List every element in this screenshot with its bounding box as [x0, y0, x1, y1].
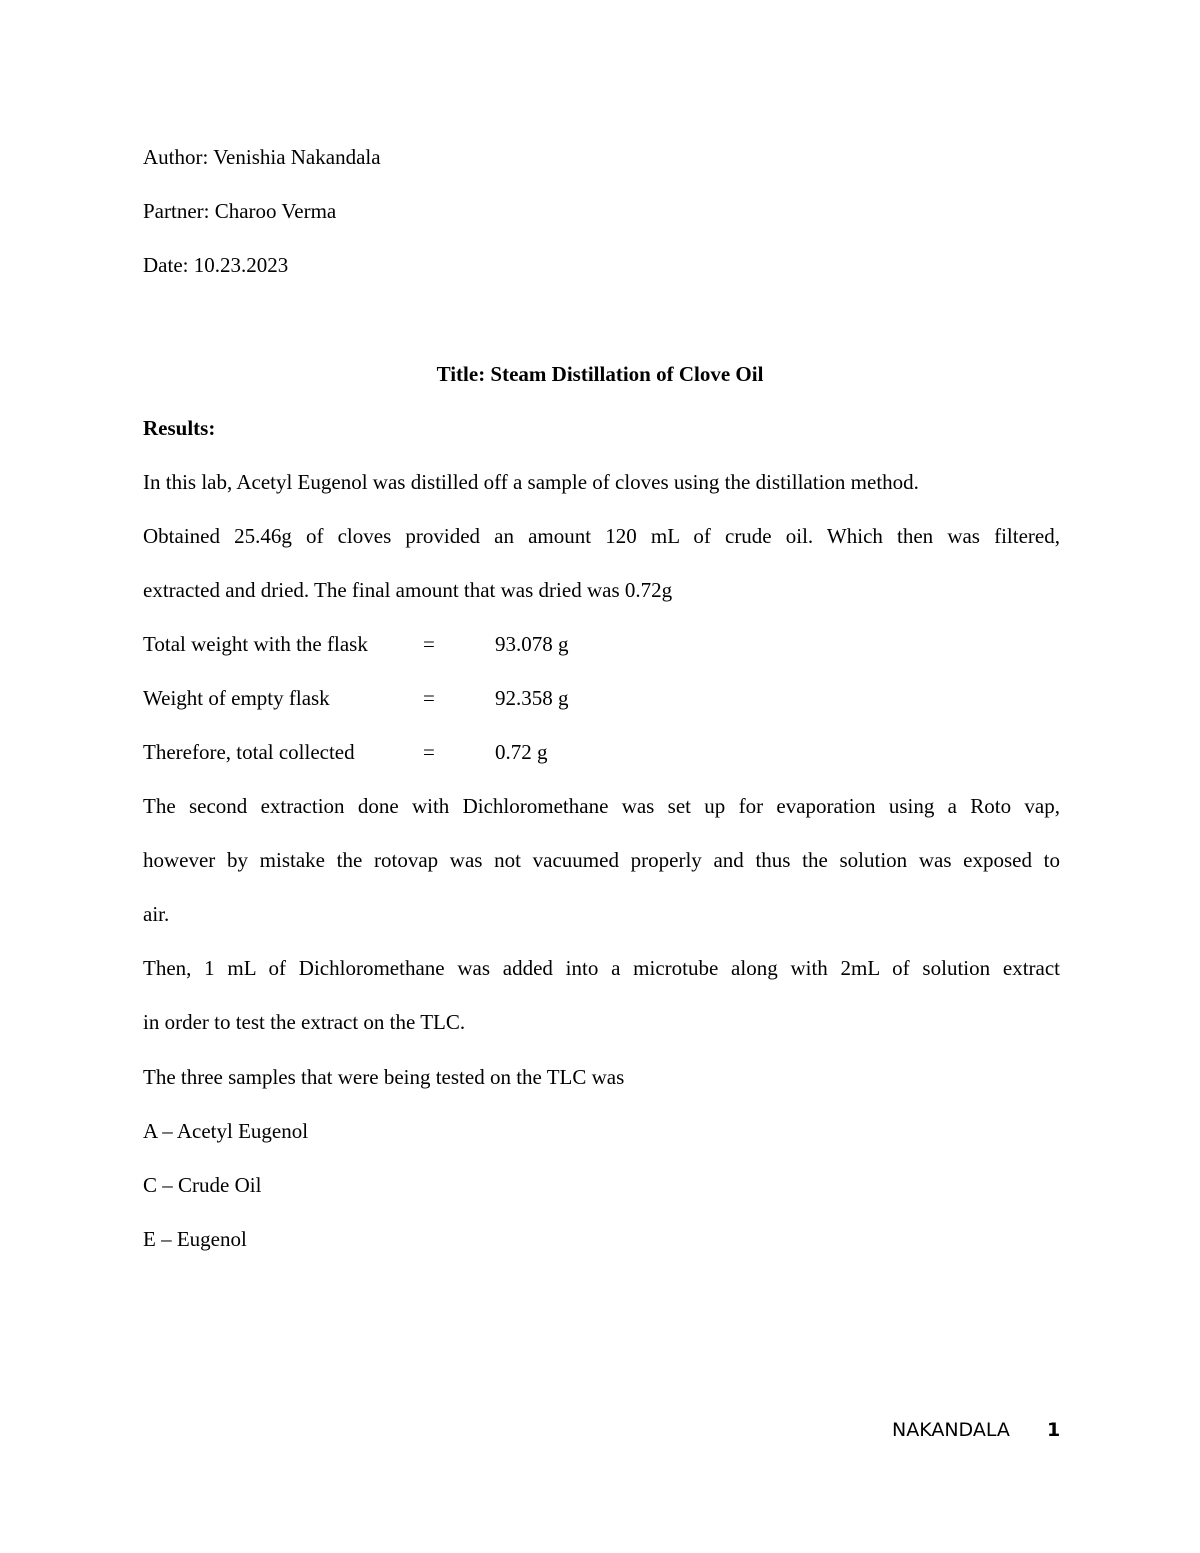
footer-author-name: NAKANDALA — [892, 1419, 1010, 1441]
weight-label: Therefore, total collected — [143, 740, 355, 764]
weight-value: 0.72 g — [495, 740, 548, 764]
samples-intro: The three samples that were being tested on the TLC was — [143, 1065, 625, 1089]
paragraph-line: In this lab, Acetyl Eugenol was distilled off a sample of cloves using the distillation method. — [143, 470, 919, 494]
weight-equals: = — [423, 632, 435, 656]
weight-value: 93.078 g — [495, 632, 569, 656]
weight-equals: = — [423, 740, 435, 764]
paragraph-line: extracted and dried. The final amount that was dried was 0.72g — [143, 578, 673, 602]
paragraph-line: air. — [143, 902, 170, 926]
paragraph-line: Then, 1 mL of Dichloromethane was added into a microtube along with 2mL of solution extract — [143, 956, 1060, 980]
paragraph-line: The second extraction done with Dichloromethane was set up for evaporation using a Roto vap, — [143, 794, 1060, 818]
paragraph-line: Obtained 25.46g of cloves provided an amount 120 mL of crude oil. Which then was filtered, — [143, 524, 1060, 548]
sample-item: A – Acetyl Eugenol — [143, 1119, 309, 1143]
sample-item: C – Crude Oil — [143, 1173, 262, 1197]
results-heading: Results: — [143, 416, 216, 440]
partner-line: Partner: Charoo Verma — [143, 199, 337, 223]
weight-label: Total weight with the flask — [143, 632, 368, 656]
weight-label: Weight of empty flask — [143, 686, 330, 710]
title-label: Title — [436, 362, 479, 386]
document-title — [0, 361, 1200, 387]
weight-value: 92.358 g — [495, 686, 569, 710]
author-line: Author: Venishia Nakandala — [143, 145, 381, 169]
sample-item: E – Eugenol — [143, 1227, 247, 1251]
page-number: 1 — [1047, 1419, 1061, 1441]
weight-equals: = — [423, 686, 435, 710]
title-text: : Steam Distillation of Clove Oil — [478, 362, 764, 386]
paragraph-line: however by mistake the rotovap was not vacuumed properly and thus the solution was exposed to — [143, 848, 1060, 872]
date-line: Date: 10.23.2023 — [143, 253, 289, 277]
paragraph-line: in order to test the extract on the TLC. — [143, 1010, 466, 1034]
